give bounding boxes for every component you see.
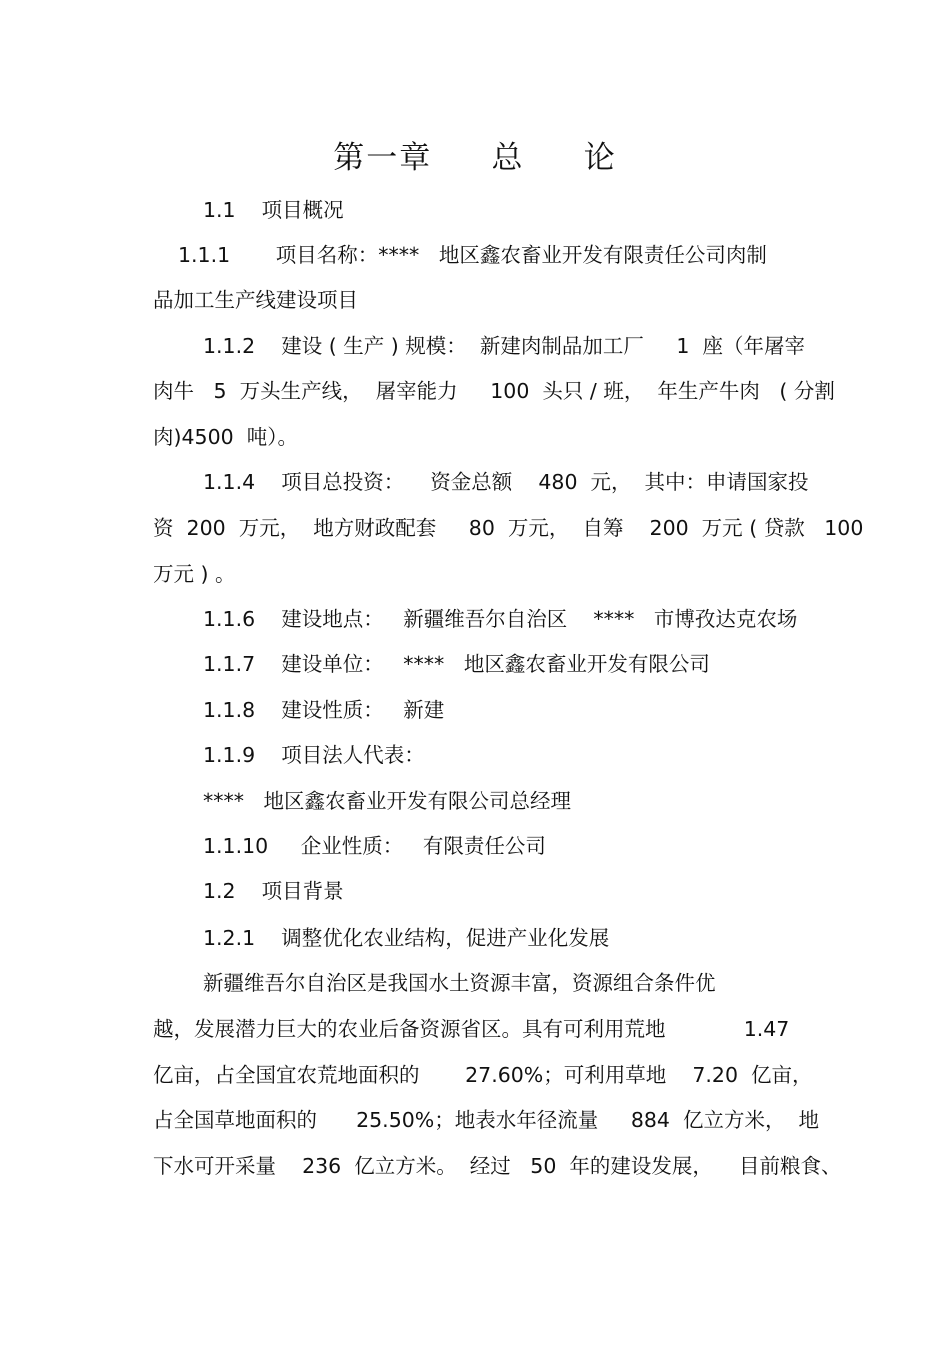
item-1-1-2-line-3: 肉)4500 吨）。 [153, 425, 298, 449]
item-1-1-4-line-2: 资 200 万元， 地方财政配套 80 万元， 自筹 200 万元 ( 贷款 100 [153, 516, 864, 540]
item-1-1-7: 1.1.7 建设单位： **** 地区鑫农畜业开发有限公司 [203, 652, 710, 676]
item-1-1-4-line-3: 万元 ) 。 [153, 562, 236, 586]
section-1-2-heading: 1.2 项目背景 [203, 879, 344, 903]
paragraph-line-1: 新疆维吾尔自治区是我国水土资源丰富，资源组合条件优 [203, 971, 716, 995]
item-1-1-1-line-2: 品加工生产线建设项目 [153, 288, 358, 312]
item-1-1-6: 1.1.6 建设地点： 新疆维吾尔自治区 **** 市博孜达克农场 [203, 607, 798, 631]
paragraph-line-4: 占全国草地面积的 25.50%；地表水年径流量 884 亿立方米， 地 [153, 1108, 820, 1132]
paragraph-line-5: 下水可开采量 236 亿立方米。 经过 50 年的建设发展， 目前粮食、 [153, 1154, 842, 1178]
item-1-1-8: 1.1.8 建设性质： 新建 [203, 698, 445, 722]
item-1-1-2-line-2: 肉牛 5 万头生产线， 屠宰能力 100 头只 / 班， 年生产牛肉 ( 分割 [153, 379, 835, 403]
chapter-title: 第一章 总 论 [333, 140, 617, 176]
item-1-2-1-heading: 1.2.1 调整优化农业结构，促进产业化发展 [203, 926, 610, 950]
item-1-1-2-line-1: 1.1.2 建设 ( 生产 ) 规模： 新建肉制品加工厂 1 座（年屠宰 [203, 334, 805, 358]
section-1-1-heading: 1.1 项目概况 [203, 198, 344, 222]
item-1-1-9-line-1: 1.1.9 项目法人代表： [203, 743, 425, 767]
item-1-1-4-line-1: 1.1.4 项目总投资： 资金总额 480 元， 其中：申请国家投 [203, 470, 809, 494]
paragraph-line-2: 越，发展潜力巨大的农业后备资源省区。具有可利用荒地 1.47 [153, 1017, 790, 1041]
item-1-1-1-line-1: 1.1.1 项目名称：**** 地区鑫农畜业开发有限责任公司肉制 [178, 243, 767, 267]
paragraph-line-3: 亿亩，占全国宜农荒地面积的 27.60%；可利用草地 7.20 亿亩， [153, 1063, 813, 1087]
item-1-1-10: 1.1.10 企业性质： 有限责任公司 [203, 834, 546, 858]
item-1-1-9-line-2: **** 地区鑫农畜业开发有限公司总经理 [203, 789, 572, 813]
